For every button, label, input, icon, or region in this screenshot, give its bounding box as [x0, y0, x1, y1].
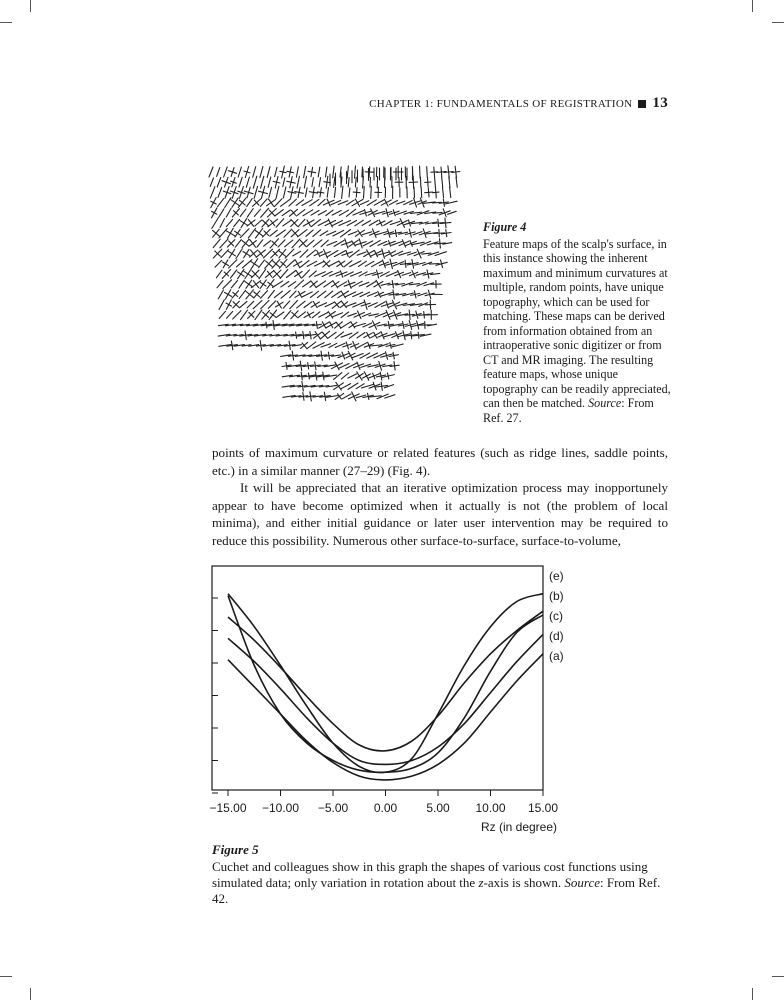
x-tick-label: 5.00 — [426, 801, 450, 815]
figure5-source-text: : From Ref. 42. — [212, 875, 661, 906]
figure4-source-label: Source — [588, 396, 622, 410]
crop-mark — [752, 0, 753, 12]
figure5-caption-text: Cuchet and colleagues show in this graph the shapes of various cost functions using simulated data; only variation in rotation about the — [212, 859, 648, 890]
crop-mark — [772, 976, 784, 977]
running-head — [369, 95, 668, 112]
page-number: 13 — [652, 95, 668, 111]
crop-mark — [30, 0, 31, 12]
figure5-caption — [212, 842, 672, 907]
figure5-source-label: Source — [564, 875, 601, 890]
series-label: (a) — [549, 649, 564, 663]
figure4-caption — [483, 220, 673, 425]
body-text — [212, 444, 668, 550]
series-label: (e) — [549, 569, 564, 583]
series-line-1 — [228, 611, 543, 751]
body-paragraph: It will be appreciated that an iterative optimization process may inopportunely appear to have become optimized when it actually is not (the problem of local minima), and either initial guidance or later user intervention may be required to reduce this possibility. Numerous other surface-to-surface, surface-to-volume, — [212, 480, 668, 548]
x-tick-label: 15.00 — [527, 801, 559, 815]
figure4-caption-text: Feature maps of the scalp's surface, in this instance showing the inherent maximum and minimum curvatures at multiple, random points, have unique topography, which can be used for matching. These maps can be derived from information obtained from an intraoperative sonic digitizer or from CT and MR imaging. The resulting feature maps, whose unique topography can be readily appreciated, can then be matched. — [483, 236, 671, 410]
figure4-source-text: : From Ref. 27. — [483, 396, 654, 425]
series-line-2 — [228, 634, 543, 764]
x-tick-label: 0.00 — [373, 801, 398, 815]
figure5-title: Figure 5 — [212, 842, 259, 857]
series-line-3 — [228, 596, 543, 773]
crop-mark — [0, 22, 12, 23]
crop-mark — [0, 976, 12, 977]
x-tick-label: 10.00 — [475, 801, 506, 815]
x-tick-label: −15.00 — [209, 801, 247, 815]
figure5-caption-text-mid: -axis is shown. — [483, 875, 565, 890]
figure5-caption-axis: z — [478, 875, 484, 890]
x-tick-label: −5.00 — [317, 801, 349, 815]
square-icon — [638, 100, 646, 108]
series-label: (d) — [549, 629, 564, 643]
x-axis-label: Rz (in degree) — [480, 820, 557, 834]
crop-mark — [772, 22, 784, 23]
series-line-0 — [228, 594, 543, 773]
figure4-title: Figure 4 — [483, 220, 527, 234]
running-head-text: CHAPTER 1: FUNDAMENTALS OF REGISTRATION — [369, 97, 633, 110]
crop-mark — [30, 988, 31, 1000]
crop-mark — [752, 988, 753, 1000]
x-tick-label: −10.00 — [261, 801, 300, 815]
plot-frame — [212, 566, 543, 790]
series-line-4 — [228, 654, 543, 780]
curvature-feature-map-image — [205, 158, 473, 420]
body-paragraph: points of maximum curvature or related features (such as ridge lines, saddle points, etc.) in a similar manner (27–29) (Fig. 4). — [212, 445, 668, 478]
series-label: (b) — [549, 589, 564, 603]
series-label: (c) — [549, 609, 563, 623]
